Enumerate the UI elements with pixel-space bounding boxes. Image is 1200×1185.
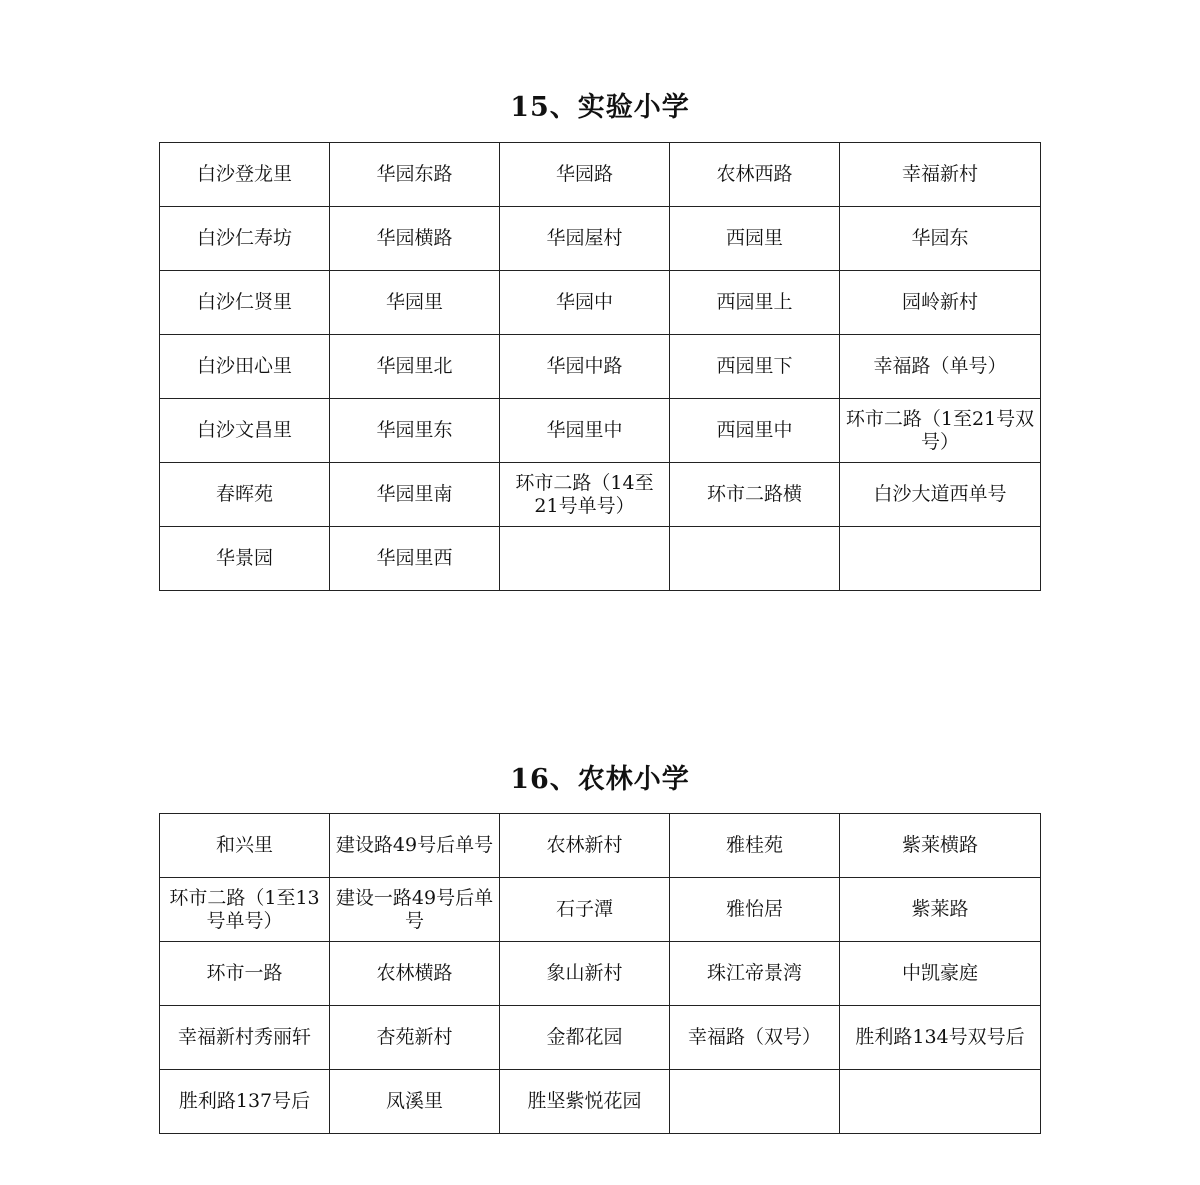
table-cell: 农林新村: [500, 814, 670, 878]
table-cell: 雅怡居: [670, 878, 840, 942]
table-cell: 华景园: [160, 527, 330, 591]
table-cell: 白沙大道西单号: [840, 463, 1041, 527]
table-cell: 胜利路134号双号后: [840, 1006, 1041, 1070]
table-cell: 白沙登龙里: [160, 143, 330, 207]
table-cell: 胜利路137号后: [160, 1070, 330, 1134]
table-row: [160, 399, 1041, 463]
table-cell: 紫莱横路: [840, 814, 1041, 878]
table-cell: 环市二路（1至13号单号）: [160, 878, 330, 942]
school-district-table-15: [159, 142, 1041, 591]
table-cell: 华园里中: [500, 399, 670, 463]
section-title-15: 15、实验小学: [510, 92, 690, 123]
table-cell: 环市二路（14至21号单号）: [500, 463, 670, 527]
school-district-table-16: [159, 813, 1041, 1134]
table-cell: 环市一路: [160, 942, 330, 1006]
table-cell: 华园里: [330, 271, 500, 335]
table-cell: 白沙仁贤里: [160, 271, 330, 335]
table-cell: 华园里东: [330, 399, 500, 463]
table-cell: [840, 527, 1041, 591]
table-row: [160, 878, 1041, 942]
table-cell: 建设一路49号后单号: [330, 878, 500, 942]
table-row: [160, 1006, 1041, 1070]
table-cell: 西园里中: [670, 399, 840, 463]
table-cell: 环市二路（1至21号双号）: [840, 399, 1041, 463]
table-cell: 白沙仁寿坊: [160, 207, 330, 271]
table-cell: 雅桂苑: [670, 814, 840, 878]
table-cell: 凤溪里: [330, 1070, 500, 1134]
table-cell: [670, 1070, 840, 1134]
table-row: [160, 335, 1041, 399]
table-cell: 华园横路: [330, 207, 500, 271]
table-cell: 金都花园: [500, 1006, 670, 1070]
table-cell: 杏苑新村: [330, 1006, 500, 1070]
table-cell: 华园里西: [330, 527, 500, 591]
table-cell: 中凯豪庭: [840, 942, 1041, 1006]
table-row: [160, 463, 1041, 527]
table-row: [160, 207, 1041, 271]
table-cell: 幸福新村: [840, 143, 1041, 207]
table-cell: 华园中: [500, 271, 670, 335]
table-cell: 农林横路: [330, 942, 500, 1006]
table-row: [160, 814, 1041, 878]
table-cell: 建设路49号后单号: [330, 814, 500, 878]
table-cell: [670, 527, 840, 591]
table-cell: 珠江帝景湾: [670, 942, 840, 1006]
table-cell: 白沙田心里: [160, 335, 330, 399]
table-cell: 华园路: [500, 143, 670, 207]
table-row: [160, 942, 1041, 1006]
table-cell: 紫莱路: [840, 878, 1041, 942]
table-cell: 华园东路: [330, 143, 500, 207]
section-title-16: 16、农林小学: [510, 764, 690, 795]
table-cell: 白沙文昌里: [160, 399, 330, 463]
table-cell: 幸福路（单号）: [840, 335, 1041, 399]
table-cell: 华园里北: [330, 335, 500, 399]
table-cell: 胜坚紫悦花园: [500, 1070, 670, 1134]
table-cell: [500, 527, 670, 591]
table-cell: 华园屋村: [500, 207, 670, 271]
table-cell: 环市二路横: [670, 463, 840, 527]
table-cell: 幸福路（双号）: [670, 1006, 840, 1070]
table-cell: 华园里南: [330, 463, 500, 527]
table-cell: 西园里: [670, 207, 840, 271]
table-row: [160, 527, 1041, 591]
table-cell: 西园里上: [670, 271, 840, 335]
table-cell: 农林西路: [670, 143, 840, 207]
table-row: [160, 271, 1041, 335]
table-cell: [840, 1070, 1041, 1134]
table-cell: 石子潭: [500, 878, 670, 942]
table-row: [160, 143, 1041, 207]
table-cell: 西园里下: [670, 335, 840, 399]
table-cell: 幸福新村秀丽轩: [160, 1006, 330, 1070]
table-cell: 华园中路: [500, 335, 670, 399]
table-cell: 园岭新村: [840, 271, 1041, 335]
table-cell: 春晖苑: [160, 463, 330, 527]
table-cell: 和兴里: [160, 814, 330, 878]
table-row: [160, 1070, 1041, 1134]
table-cell: 象山新村: [500, 942, 670, 1006]
table-cell: 华园东: [840, 207, 1041, 271]
